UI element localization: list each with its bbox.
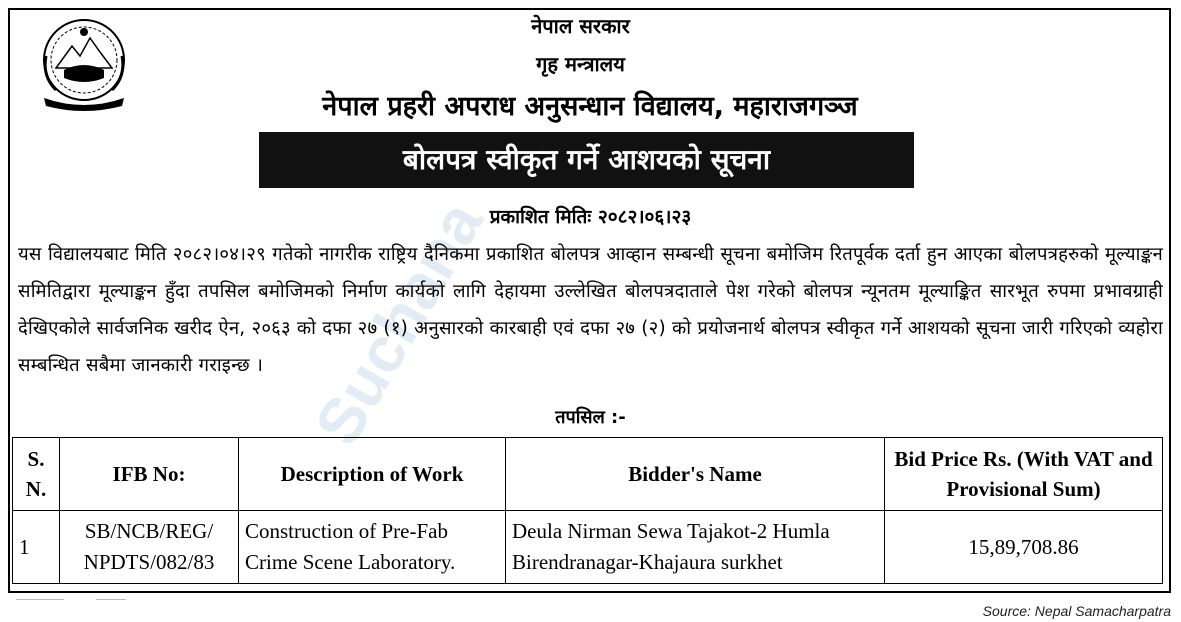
col-bidder: Bidder's Name	[506, 438, 885, 511]
cell-description: Construction of Pre-Fab Crime Scene Laboratory.	[239, 511, 506, 584]
col-ifb: IFB No:	[60, 438, 239, 511]
published-date: प्रकाशित मितिः २०८२।०६।२३	[489, 206, 692, 228]
source-credit: Source: Nepal Samacharpatra	[982, 603, 1171, 619]
notice-title-banner: बोलपत्र स्वीकृत गर्ने आशयको सूचना	[259, 132, 914, 188]
table-header-row	[13, 438, 1163, 511]
header-ministry: गृह मन्त्रालय	[536, 52, 625, 76]
footer-rule	[16, 599, 64, 600]
bid-table	[12, 437, 1163, 584]
col-price: Bid Price Rs. (With VAT and Provisional Sum)	[885, 438, 1163, 511]
cell-price: 15,89,708.86	[885, 511, 1163, 584]
cell-ifb: SB/NCB/REG/ NPDTS/082/83	[60, 511, 239, 584]
footer-rule	[96, 599, 126, 600]
cell-sn: 1	[13, 511, 60, 584]
header-government: नेपाल सरकार	[531, 14, 630, 38]
watermark: Suchana	[300, 189, 497, 457]
table-row	[13, 511, 1163, 584]
notice-body: यस विद्यालयबाट मिति २०८२।०४।२९ गतेको नागरीक राष्ट्रिय दैनिकमा प्रकाशित बोलपत्र आव्हान सम्बन्धी सूचना बमोजिम रितपूर्वक दर्ता हुन आएका बोलपत्रहरुको मूल्याङ्कन समितिद्वारा मूल्याङ्कन हुँदा तपसिल बमोजिमको निर्माण कार्यको लागि देहायमा उल्लेखित बोलपत्रदाताले पेश गरेको बोलपत्र न्यूनतम मूल्याङ्कित सारभूत रुपमा प्रभावग्राही देखिएकोले सार्वजनिक खरीद ऐन, २०६३ को दफा २७ (१) अनुसारको कारबाही एवं दफा २७ (२) को प्रयोजनार्थ बोलपत्र स्वीकृत गर्ने आशयको सूचना जारी गरिएको व्यहोरा सम्बन्धित सबैमा जानकारी गराइन्छ ।	[18, 244, 1163, 376]
header-institution: नेपाल प्रहरी अपराध अनुसन्धान विद्यालय, महाराजगञ्ज	[322, 91, 858, 122]
schedule-heading: तपसिल :-	[555, 407, 626, 428]
col-description: Description of Work	[239, 438, 506, 511]
cell-bidder: Deula Nirman Sewa Tajakot-2 Humla Birendranagar-Khajaura surkhet	[506, 511, 885, 584]
col-sn: S. N.	[13, 438, 60, 511]
